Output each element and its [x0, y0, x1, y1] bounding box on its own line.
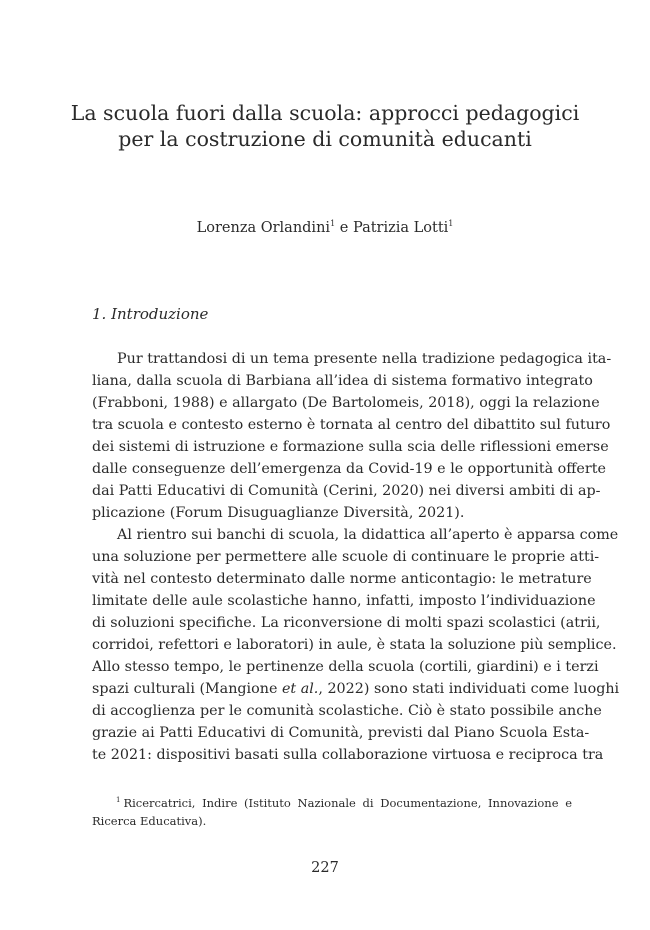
paragraph-1-line: dei sistemi di istruzione e formazione sulla scia delle riflessioni emerse: [92, 439, 609, 455]
footnote-line-2: Ricerca Educativa).: [92, 814, 207, 828]
footnote-ref-author-2: 1: [448, 219, 454, 229]
paragraph-1-line: (Frabboni, 1988) e allargato (De Bartolomeis, 2018), oggi la relazione: [92, 395, 600, 411]
author-name-2: Patrizia Lotti: [352, 220, 449, 236]
paragraph-1-line: liana, dalla scuola di Barbiana all’idea di sistema formativo integrato: [92, 373, 593, 389]
paragraph-2-line: grazie ai Patti Educativi di Comunità, previsti dal Piano Scuola Esta-: [92, 725, 590, 741]
paragraph-1-line: Pur trattandosi di un tema presente nella tradizione pedagogica ita-: [117, 351, 612, 367]
paragraph-2-line: corridoi, refettori e laboratori) in aule, è stata la soluzione più semplice.: [92, 637, 617, 653]
footnote-text-1: Ricercatrici, Indire (Istituto Nazionale di Documentazione, Innovazione e: [123, 796, 572, 810]
author-separator: e: [335, 220, 353, 236]
paragraph-2-line: di accoglienza per le comunità scolastiche. Ciò è stato possibile anche: [92, 703, 602, 719]
paragraph-2-line: limitate delle aule scolastiche hanno, infatti, imposto l’individuazione: [92, 593, 596, 609]
chapter-title-line-1: La scuola fuori dalla scuola: approcci pedagogici: [70, 101, 580, 125]
paragraph-1-line: tra scuola e contesto esterno è tornata al centro del dibattito sul futuro: [92, 417, 611, 433]
paragraph-2-line: Allo stesso tempo, le pertinenze della scuola (cortili, giardini) e i terzi: [92, 659, 599, 675]
paragraph-2-line: Al rientro sui banchi di scuola, la didattica all’aperto è apparsa come: [117, 527, 619, 543]
paragraph-2-line: di soluzioni specifiche. La riconversione di molti spazi scolastici (atrii,: [92, 615, 601, 631]
footnote-marker: 1: [116, 796, 121, 805]
author-name-1: Lorenza Orlandini: [196, 220, 331, 236]
paragraph-2-line: vità nel contesto determinato dalle norme anticontagio: le metrature: [92, 571, 592, 587]
paragraph-1-line: plicazione (Forum Disuguaglianze Diversità, 2021).: [92, 505, 465, 521]
footnote-line-1: [92, 794, 572, 812]
paragraph-2-line-with-citation: [92, 678, 620, 700]
paragraph-1-line: dalle conseguenze dell’emergenza da Covid-19 e le opportunità offerte: [92, 461, 606, 477]
citation-et-al: et al.: [281, 681, 319, 697]
paragraph-2-line: una soluzione per permettere alle scuole di continuare le proprie atti-: [92, 549, 600, 565]
citation-text-after: , 2022) sono stati individuati come luoghi: [318, 681, 620, 697]
authors: [0, 220, 650, 236]
paragraph-2-line: te 2021: dispositivi basati sulla collaborazione virtuosa e reciproca tra: [92, 747, 604, 763]
paragraph-1-line: dai Patti Educativi di Comunità (Cerini, 2020) nei diversi ambiti di ap-: [92, 483, 601, 499]
section-heading: 1. Introduzione: [92, 305, 209, 323]
chapter-title-line-2: per la costruzione di comunità educanti: [118, 127, 532, 151]
chapter-title: [60, 100, 590, 152]
citation-text-before: spazi culturali (Mangione: [92, 681, 282, 697]
page-number: 227: [311, 860, 339, 876]
body-text: [92, 348, 620, 766]
footnote: [92, 794, 572, 830]
footnote-ref-author-1: 1: [330, 219, 336, 229]
